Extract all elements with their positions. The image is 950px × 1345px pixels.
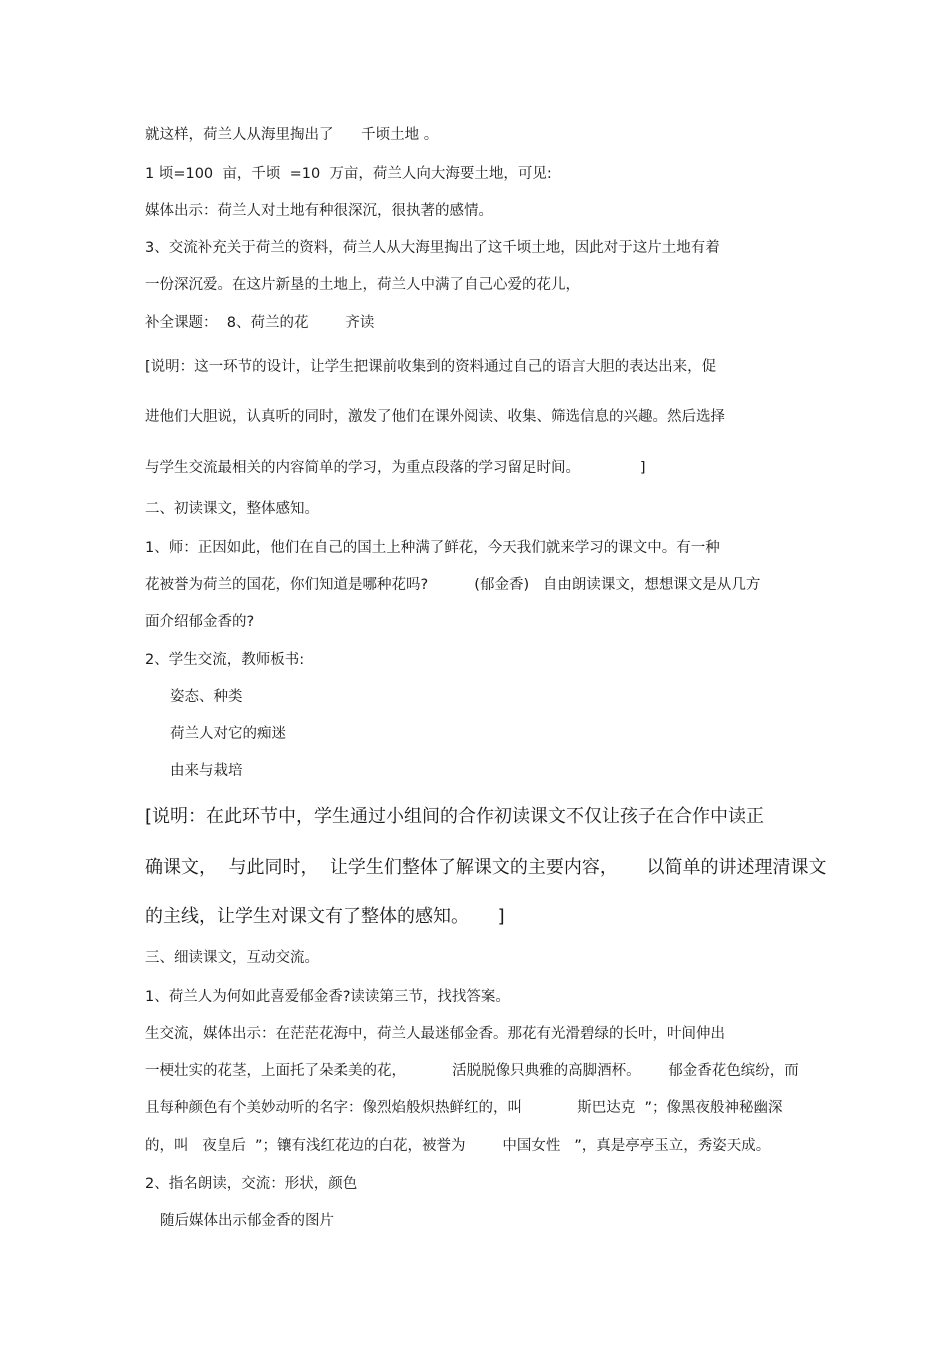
note-line: 进他们大胆说，认真听的同时，激发了他们在课外阅读、收集、筛选信息的兴趣。然后选择 [145, 409, 725, 425]
board-item: 荷兰人对它的痴迷 [170, 726, 286, 742]
text-line: 随后媒体出示郁金香的图片 [160, 1213, 334, 1229]
text-line: 一份深沉爱。在这片新垦的土地上，荷兰人中满了自己心爱的花儿， [145, 277, 580, 293]
board-item: 由来与栽培 [170, 763, 243, 779]
text-line: 就这样，荷兰人从海里掏出了 千顷土地 。 [145, 127, 439, 143]
text-line: 面介绍郁金香的? [145, 614, 255, 630]
text-line: 且每种颜色有个美妙动听的名字：像烈焰般炽热鲜红的，叫 斯巴达克 ”；像黑夜般神秘幽深 [145, 1100, 783, 1116]
note-line: 的主线，让学生对课文有了整体的感知。 ] [145, 906, 505, 927]
text-line: 补全课题： 8、荷兰的花 齐读 [145, 315, 375, 331]
text-line: 1 顷=100 亩，千顷 =10 万亩，荷兰人向大海要土地，可见: [145, 166, 552, 182]
text-line: 生交流，媒体出示：在茫茫花海中，荷兰人最迷郁金香。那花有光滑碧绿的长叶，叶间伸出 [145, 1026, 725, 1042]
text-line: 媒体出示：荷兰人对土地有种很深沉，很执著的感情。 [145, 203, 493, 219]
note-line: 与学生交流最相关的内容简单的学习，为重点段落的学习留足时间。 ] [145, 460, 646, 476]
note-line: [说明：这一环节的设计，让学生把课前收集到的资料通过自己的语言大胆的表达出来，促 [145, 359, 717, 375]
board-item: 姿态、种类 [170, 689, 243, 705]
note-line: 确课文， 与此同时， 让学生们整体了解课文的主要内容， 以简单的讲述理清课文 [145, 857, 827, 878]
section-heading: 二、初读课文，整体感知。 [145, 501, 319, 517]
text-line: 1、荷兰人为何如此喜爱郁金香?读读第三节，找找答案。 [145, 989, 510, 1005]
text-line: 2、学生交流，教师板书: [145, 652, 305, 668]
text-line: 1、师：正因如此，他们在自己的国土上种满了鲜花，今天我们就来学习的课文中。有一种 [145, 540, 720, 556]
text-line: 花被誉为荷兰的国花，你们知道是哪种花吗? (郁金香) 自由朗读课文，想想课文是从几方 [145, 577, 761, 593]
text-line: 3、交流补充关于荷兰的资料，荷兰人从大海里掏出了这千顷土地，因此对于这片土地有着 [145, 240, 720, 256]
text-line: 一梗壮实的花茎，上面托了朵柔美的花， 活脱脱像只典雅的高脚酒杯。 郁金香花色缤纷，而 [145, 1063, 799, 1079]
note-line: [说明：在此环节中，学生通过小组间的合作初读课文不仅让孩子在合作中读正 [145, 806, 765, 827]
text-line: 的，叫 夜皇后 ”；镶有浅红花边的白花，被誉为 中国女性 ”，真是亭亭玉立，秀姿天成。 [145, 1138, 771, 1154]
text-line: 2、指名朗读，交流：形状，颜色 [145, 1176, 358, 1192]
section-heading: 三、细读课文，互动交流。 [145, 950, 319, 966]
